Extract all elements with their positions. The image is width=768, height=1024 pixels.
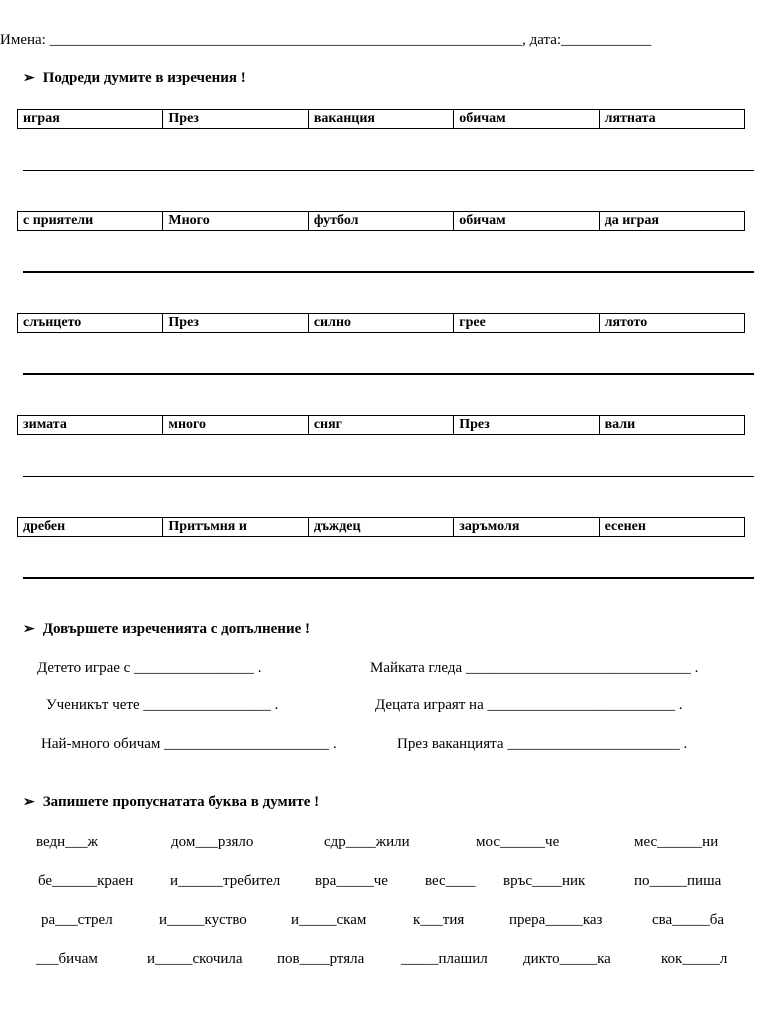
header-line xyxy=(0,32,651,49)
missing-letter-word[interactable]: сва_____ба xyxy=(652,912,724,928)
section1-title-text: Подреди думите в изречения ! xyxy=(42,70,246,86)
word-table-4 xyxy=(17,415,745,435)
word-cell: вали xyxy=(604,417,636,432)
arrow-bullet-icon: ➢ xyxy=(23,795,35,810)
section2-title xyxy=(23,621,310,638)
missing-letter-word[interactable]: и______требител xyxy=(170,873,281,889)
missing-letter-word[interactable]: ведн___ж xyxy=(36,834,98,850)
fill-sentence[interactable]: Ученикът чете _________________ . xyxy=(46,697,279,713)
missing-letter-word[interactable]: по_____пиша xyxy=(634,873,722,889)
name-blank[interactable]: _______________________________________________________________ xyxy=(49,32,523,48)
word-cell: с приятели xyxy=(18,212,163,230)
answer-line-4[interactable] xyxy=(23,476,754,477)
word-cell: грее xyxy=(454,314,599,332)
missing-letter-word[interactable]: кок_____л xyxy=(661,951,728,967)
missing-letter-word[interactable]: дом___рзяло xyxy=(171,834,254,850)
fill-sentence[interactable]: През ваканцията _______________________ . xyxy=(397,736,688,752)
word-cell: дъждец xyxy=(309,518,454,536)
missing-letter-word[interactable]: к___тия xyxy=(413,912,465,928)
word-table-1 xyxy=(17,109,745,129)
answer-line-5[interactable] xyxy=(23,577,754,579)
missing-letter-word[interactable]: дикто_____ка xyxy=(523,951,611,967)
date-blank[interactable]: ____________ xyxy=(561,32,652,48)
missing-letter-word[interactable]: сдр____жили xyxy=(324,834,410,850)
word-cell: силно xyxy=(309,314,454,332)
answer-line-3[interactable] xyxy=(23,373,754,375)
missing-letter-word[interactable]: _____плашил xyxy=(401,951,488,967)
word-cell: слънцето xyxy=(18,314,163,332)
answer-line-1[interactable] xyxy=(23,170,754,171)
word-cell: През xyxy=(163,110,308,128)
fill-sentence[interactable]: Майката гледа ______________________________ . xyxy=(370,660,699,676)
word-cell: През xyxy=(454,416,599,434)
fill-sentence[interactable]: Децата играят на _________________________ . xyxy=(375,697,683,713)
missing-letter-word[interactable]: и_____куство xyxy=(159,912,247,928)
section3-title xyxy=(23,794,319,811)
word-cell: дребен xyxy=(18,518,163,536)
word-cell: сняг xyxy=(309,416,454,434)
missing-letter-word[interactable]: и_____скам xyxy=(291,912,367,928)
section2-title-text: Довършете изреченията с допълнение ! xyxy=(42,621,310,637)
word-cell: есенен xyxy=(604,519,646,534)
word-cell: играя xyxy=(18,110,163,128)
missing-letter-word[interactable]: мос______че xyxy=(476,834,560,850)
word-table-3 xyxy=(17,313,745,333)
word-cell: обичам xyxy=(454,110,599,128)
word-cell: Много xyxy=(163,212,308,230)
word-cell: футбол xyxy=(309,212,454,230)
missing-letter-word[interactable]: пов____ртяла xyxy=(277,951,365,967)
word-cell: заръмоля xyxy=(454,518,599,536)
missing-letter-word[interactable]: ___бичам xyxy=(36,951,98,967)
missing-letter-word[interactable]: мес______ни xyxy=(634,834,719,850)
missing-letter-word[interactable]: вра_____че xyxy=(315,873,388,889)
missing-letter-word[interactable]: вес____ xyxy=(425,873,476,889)
name-label: Имена: xyxy=(0,32,50,48)
word-cell: През xyxy=(163,314,308,332)
word-cell: Притъмня и xyxy=(163,518,308,536)
word-cell: зимата xyxy=(18,416,163,434)
missing-letter-word[interactable]: прера_____каз xyxy=(509,912,603,928)
arrow-bullet-icon: ➢ xyxy=(23,71,35,86)
fill-sentence[interactable]: Най-много обичам ______________________ . xyxy=(41,736,337,752)
word-cell: ваканция xyxy=(309,110,454,128)
missing-letter-word[interactable]: и_____скочила xyxy=(147,951,243,967)
fill-sentence[interactable]: Детето играе с ________________ . xyxy=(37,660,262,676)
word-table-5 xyxy=(17,517,745,537)
missing-letter-word[interactable]: връс____ник xyxy=(503,873,586,889)
arrow-bullet-icon: ➢ xyxy=(23,622,35,637)
word-cell: много xyxy=(163,416,308,434)
word-cell: лятната xyxy=(604,111,656,126)
section3-title-text: Запишете пропуснатата буква в думите ! xyxy=(42,794,320,810)
missing-letter-word[interactable]: бе______краен xyxy=(38,873,134,889)
missing-letter-word[interactable]: ра___стрел xyxy=(41,912,113,928)
word-cell: лятото xyxy=(604,315,648,330)
word-table-2 xyxy=(17,211,745,231)
word-cell: да играя xyxy=(604,213,659,228)
date-label: , дата: xyxy=(522,32,562,48)
word-cell: обичам xyxy=(454,212,599,230)
answer-line-2[interactable] xyxy=(23,271,754,273)
section1-title xyxy=(23,70,246,87)
